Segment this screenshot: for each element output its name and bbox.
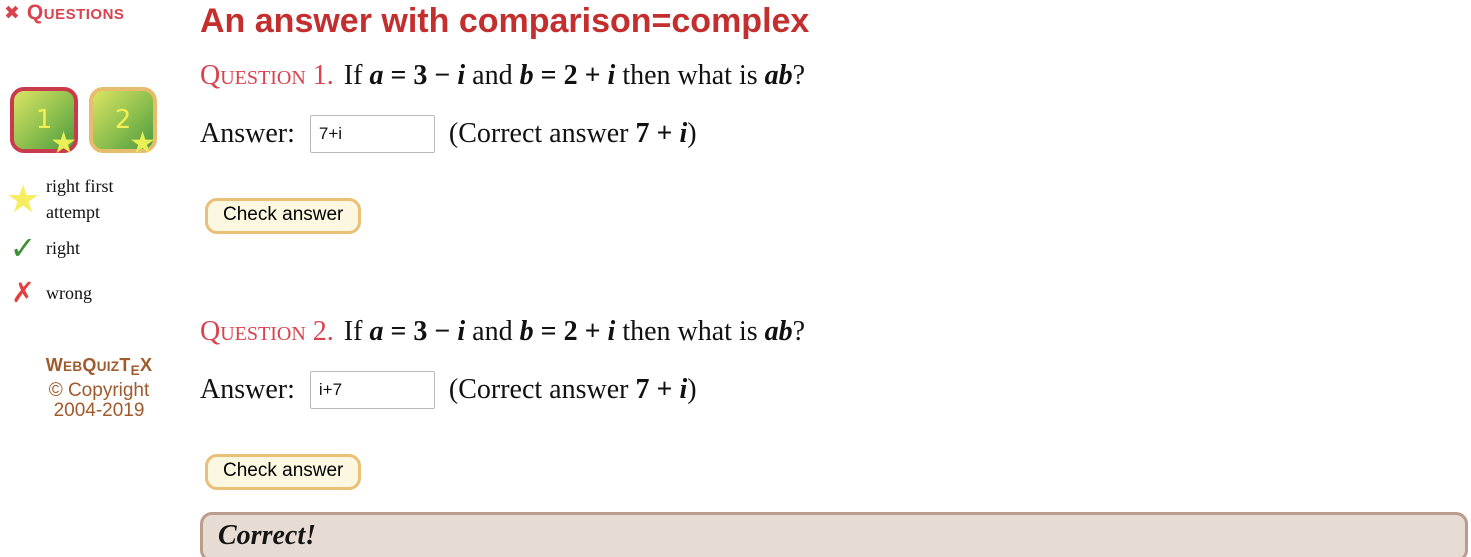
question-nav-button-2[interactable] [89, 87, 157, 161]
feedback-banner [200, 512, 1468, 557]
legend-label: wrong [46, 283, 92, 303]
page-title: An answer with comparison=complex [200, 2, 810, 40]
answer-input-1[interactable] [310, 115, 435, 153]
question-1-text: If a = 3 − i and b = 2 + i then what is ab? [343, 60, 806, 91]
question-number: 1 [35, 105, 53, 135]
questions-panel-header[interactable] [4, 1, 134, 25]
sidebar [0, 0, 200, 557]
check-icon: ✓ [9, 229, 37, 267]
question-1-answer-row [200, 114, 1471, 154]
copyright-years: 2004-2019 [53, 400, 145, 421]
answer-label: Answer: [200, 118, 295, 149]
correct-answer-note: (Correct answer 7 + i) [448, 374, 697, 405]
copyright-line: © Copyright [48, 380, 150, 401]
footer [0, 355, 198, 421]
star-icon: ★ [50, 126, 77, 161]
star-icon: ★ [5, 177, 41, 221]
webquiztex-logo: $WEBQUIZT_EX$ [45, 355, 153, 378]
legend-label: right [46, 238, 80, 258]
star-icon: ★ [129, 126, 156, 161]
question-nav [10, 87, 157, 161]
legend-label: right first attempt [46, 176, 114, 222]
legend-item-right-first-attempt [0, 173, 132, 225]
check-answer-button-2[interactable]: Check answer [205, 454, 361, 490]
correct-answer-note: (Correct answer 7 + i) [448, 118, 697, 149]
answer-input-2[interactable] [310, 371, 435, 409]
question-2-answer-row [200, 370, 1471, 410]
question-1-label: Question 1. [200, 60, 334, 91]
question-1 [200, 59, 1471, 93]
answer-label: Answer: [200, 374, 295, 405]
close-icon[interactable]: ✖ [4, 2, 20, 24]
check-answer-button-1[interactable]: Check answer [205, 198, 361, 234]
question-2 [200, 315, 1471, 349]
question-number: 2 [114, 105, 132, 135]
main-content [200, 0, 1471, 490]
question-2-label: Question 2. [200, 316, 334, 347]
cross-icon: ✗ [11, 276, 35, 309]
legend-item-wrong [0, 276, 92, 309]
legend-item-right [0, 229, 80, 267]
question-2-text: If a = 3 − i and b = 2 + i then what is ab? [343, 316, 806, 347]
questions-panel-label: Questions [26, 1, 125, 24]
feedback-message: Correct! [218, 520, 316, 551]
question-nav-button-1[interactable] [10, 87, 78, 161]
